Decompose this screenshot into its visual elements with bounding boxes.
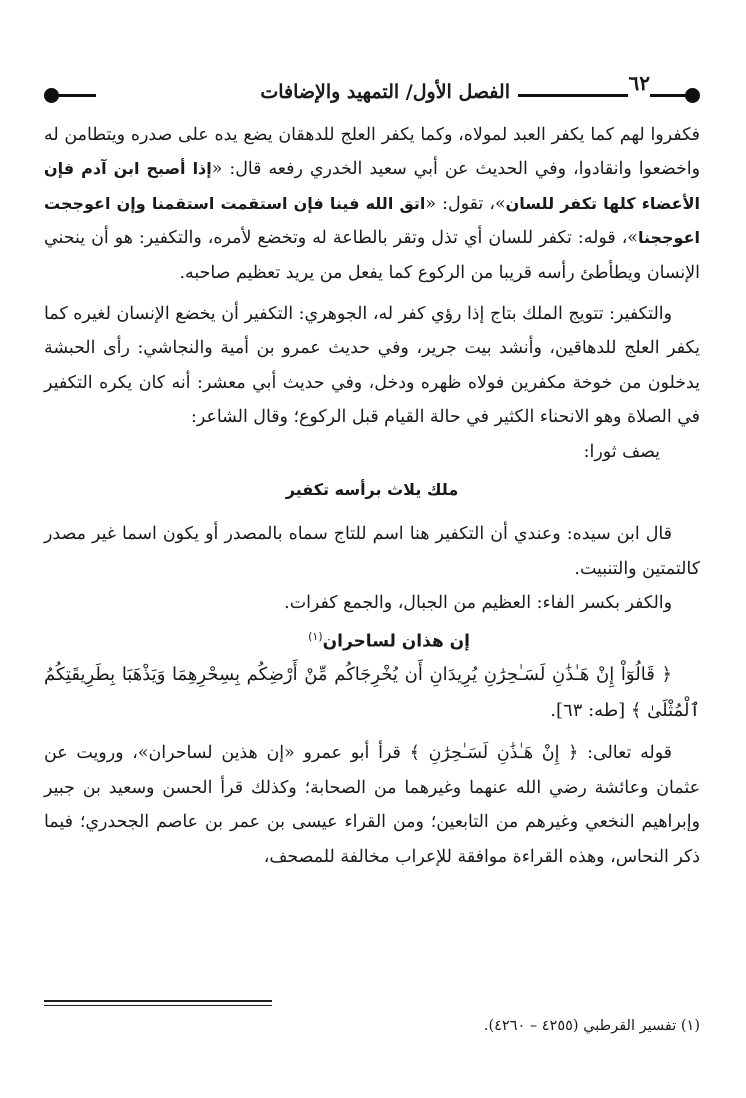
text-run: فكفروا لهم كما يكفر العبد لمولاه، وكما يكفر العلج للدهقان يضع يده على صدره ويتطامن له واخضعوا وانقادوا، وفي الحديث عن أبي سعيد الخدري رفعه قال: « bbox=[44, 125, 700, 180]
paragraph: يصف ثورا: bbox=[583, 441, 660, 462]
text-run: »، قوله: تكفر للسان أي تذل وتقر بالطاعة له وتخضع لأمره، والتكفير: هو أن ينحني الإنسان ويطأطئ رأسه قريبا من الركوع كما يفعل من يريد تعظيم صاحبه. bbox=[44, 228, 700, 283]
header-rule bbox=[650, 94, 688, 97]
running-header bbox=[44, 72, 700, 112]
paragraph: والكفر بكسر الفاء: العظيم من الجبال، والجمع كفرات. bbox=[284, 593, 672, 614]
footnote-rule bbox=[44, 1005, 272, 1006]
section-title-text: إن هذان لساحران bbox=[322, 631, 470, 652]
page-number: ٦٢ bbox=[628, 71, 650, 95]
paragraph: قال ابن سيده: وعندي أن التكفير هنا اسم للتاج سماه بالمصدر أو يكون اسما غير مصدر كالتمتين والتنبيت. bbox=[44, 524, 700, 579]
header-rule bbox=[56, 94, 96, 97]
footnote-ref[interactable]: (١) bbox=[308, 629, 323, 643]
footnote-rule bbox=[44, 1000, 272, 1002]
chapter-title: الفصل الأول/ التمهيد والإضافات bbox=[260, 81, 510, 103]
hadith-quote: اتق الله فينا فإن استقمت استقمنا وإن اعوججت اعوججنا bbox=[44, 193, 700, 248]
footnote: (١) تفسير القرطبي (٤٢٥٥ – ٤٢٦٠). bbox=[483, 1018, 700, 1034]
quran-verse: ﴿ قَالُوٓاْ إِنْ هَـٰذَٰنِ لَسَـٰحِرَٰنِ يُرِيدَانِ أَن يُخْرِجَاكُم مِّنْ أَرْضِكُم بِسِحْرِهِمَا وَيَذْهَبَا بِطَرِيقَتِكُمُ ٱلْمُثْلَىٰ ﴾ [طه: ٦٣]. bbox=[44, 664, 700, 722]
hadith-quote: إذا أصبح ابن آدم فإن الأعضاء كلها تكفر للسان bbox=[44, 159, 700, 213]
paragraph: والتكفير: تتويج الملك بتاج إذا رؤي كفر له، الجوهري: التكفير أن يخضع الإنسان لغيره كما يكفر العلج للدهاقين، وأنشد بيت جرير، وفي حديث عمرو بن أمية والنجاشي: رأى الحبشة يدخلون من خوخة مكفرين فولاه ظهره ودخل، وفي حديث أبي معشر: أنه كان يكره التكفير في الصلاة وهو الانحناء الكثير في حالة القيام قبل الركوع؛ وقال الشاعر: bbox=[44, 304, 700, 428]
paragraph bbox=[44, 118, 700, 290]
paragraph: قوله تعالى: ﴿ إِنْ هَـٰذَٰنِ لَسَـٰحِرَٰنِ ﴾ قرأ أبو عمرو «إن هذين لساحران»، ورويت عن عثمان وعائشة رضي الله عنهما وغيرهما من الصحابة؛ وكذلك قرأ الحسن وسعيد بن جبير وإبراهيم النخعي وغيرهم من التابعين؛ ومن القراء عيسى بن عمر بن عاصم الجحدري؛ فيما ذكر النحاس، وهذه القراءة موافقة للإعراب مخالفة للمصحف، bbox=[44, 743, 700, 867]
header-dot-left bbox=[44, 88, 59, 103]
section-title bbox=[44, 621, 700, 658]
text-run: »، تقول: « bbox=[425, 193, 506, 214]
page bbox=[44, 0, 700, 1098]
header-rule bbox=[518, 94, 628, 97]
page-body bbox=[44, 118, 700, 874]
poem-verse: ملك يلاث برأسه تكفير bbox=[285, 480, 459, 500]
